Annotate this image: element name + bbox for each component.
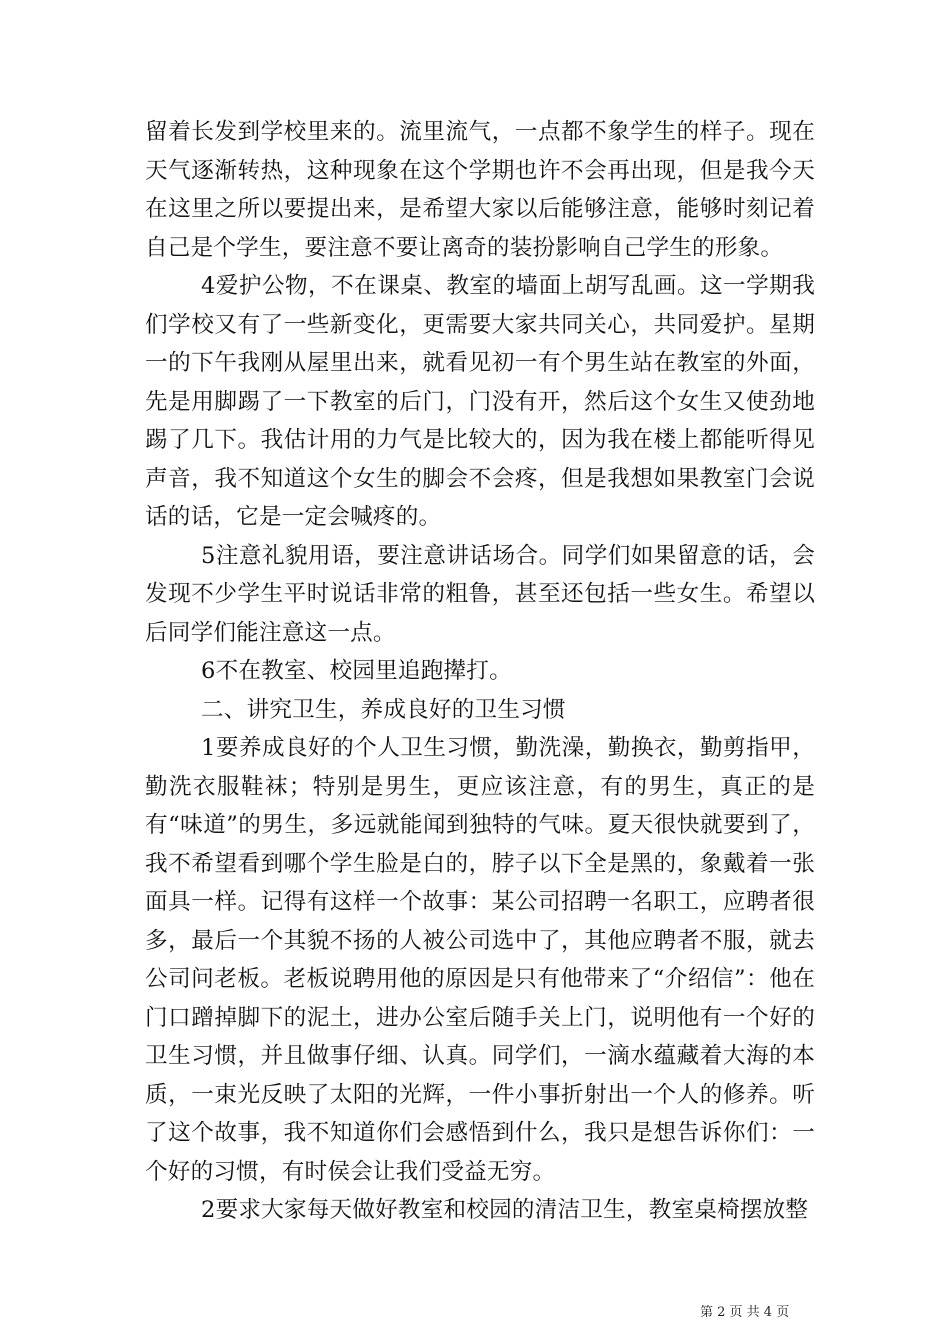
- paragraph-5: 1要养成良好的个人卫生习惯，勤洗澡，勤换衣，勤剪指甲，勤洗衣服鞋袜；特别是男生，更应该注意，有的男生，真正的是有“味道”的男生，多远就能闻到独特的气味。夏天很快就要到了，我不希望看到哪个学生脸是白的，脖子以下全是黑的，象戴着一张面具一样。记得有这样一个故事：某公司招聘一名职工，应聘者很多，最后一个其貌不扬的人被公司选中了，其他应聘者不服，就去公司问老板。老板说聘用他的原因是只有他带来了“介绍信”：他在门口蹭掉脚下的泥土，进办公室后随手关上门，说明他有一个好的卫生习惯，并且做事仔细、认真。同学们，一滴水蕴藏着大海的本质，一束光反映了太阳的光辉，一件小事折射出一个人的修养。听了这个故事，我不知道你们会感悟到什么，我只是想告诉你们：一个好的习惯，有时侯会让我们受益无穷。: [145, 735, 815, 1185]
- paragraph-4: 6不在教室、校园里追跑撵打。: [201, 658, 512, 684]
- paragraph-1: 留着长发到学校里来的。流里流气，一点都不象学生的样子。现在天气逐渐转热，这种现象在这个学期也许不会再出现，但是我今天在这里之所以要提出来，是希望大家以后能够注意，能够时刻记着自己是个学生，要注意不要让离奇的装扮影响自己学生的形象。: [145, 119, 815, 261]
- document-body: [145, 113, 815, 1230]
- section-heading: 二、讲究卫生，养成良好的卫生习惯: [201, 696, 566, 723]
- paragraph-6: 2要求大家每天做好教室和校园的清洁卫生，教室桌椅摆放整: [201, 1197, 809, 1223]
- paragraph-3: 5注意礼貌用语，要注意讲话场合。同学们如果留意的话，会发现不少学生平时说话非常的粗鲁，甚至还包括一些女生。希望以后同学们能注意这一点。: [145, 542, 815, 646]
- paragraph-2: 4爱护公物，不在课桌、教室的墙面上胡写乱画。这一学期我们学校又有了一些新变化，更需要大家共同关心，共同爱护。星期一的下午我刚从屋里出来，就看见初一有个男生站在教室的外面，先是用脚踢了一下教室的后门，门没有开，然后这个女生又使劲地踢了几下。我估计用的力气是比较大的，因为我在楼上都能听得见声音，我不知道这个女生的脚会不会疼，但是我想如果教室门会说话的话，它是一定会喊疼的。: [145, 273, 815, 530]
- page-number-footer: 第 2 页 共 4 页: [700, 1305, 790, 1320]
